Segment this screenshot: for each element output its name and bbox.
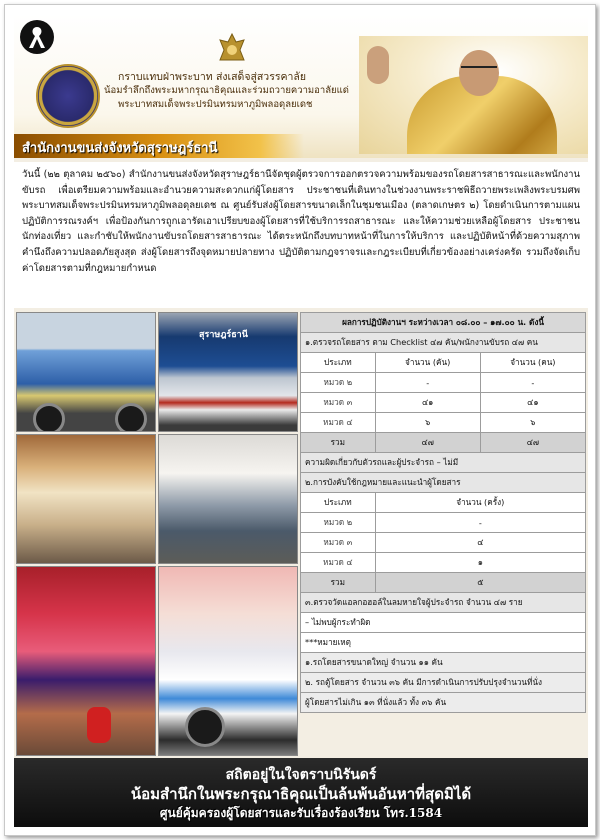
count-cell: ๔	[375, 533, 585, 553]
table-header-row	[301, 353, 586, 373]
total-vehicles: ๔๗	[375, 433, 480, 453]
footer	[14, 758, 588, 827]
photo-bus-front-red	[158, 312, 298, 432]
total-row	[301, 573, 586, 593]
mourning-line: น้อมรำลึกถึงพระมหากรุณาธิคุณและร่วมถวายความอาลัยแด่	[104, 85, 349, 96]
total-count: ๕	[375, 573, 585, 593]
hotline-text: ศูนย์คุ้มครองผู้โดยสารและรับเรื่องร้องเรียน โทร.1584	[159, 806, 443, 820]
remark-row	[301, 653, 586, 673]
driver-count-cell: ๖	[480, 413, 585, 433]
photo-bus-interior	[16, 566, 156, 756]
table-row	[301, 513, 586, 533]
results-title-row	[301, 313, 586, 333]
column-header: จำนวน (ครั้ง)	[375, 493, 585, 513]
footer-line2: น้อมสำนึกในพระกรุณาธิคุณเป็นล้นพ้นอันหาที่สุดมิได้	[130, 785, 472, 803]
column-header: ประเภท	[301, 493, 376, 513]
royal-portrait	[359, 36, 588, 154]
total-label: รวม	[301, 433, 376, 453]
poster-frame	[4, 4, 596, 836]
category-cell: หมวด ๒	[301, 513, 376, 533]
remark-item: ๒. รถตู้โดยสาร จำนวน ๓๖ คัน มีการดำเนินการปรับปรุงจำนวนที่นั่ง	[301, 673, 586, 693]
poster	[14, 14, 588, 827]
section3-title: ๓.ตรวจวัดแอลกอฮอล์ในลมหายใจผู้ประจำรถ จำนวน ๔๗ ราย	[301, 593, 586, 613]
header	[14, 14, 588, 158]
results-table	[300, 312, 586, 713]
table-row	[301, 533, 586, 553]
photo-van-side	[158, 566, 298, 756]
count-cell: -	[375, 513, 585, 533]
mourning-message	[104, 70, 394, 112]
total-drivers: ๔๗	[480, 433, 585, 453]
royal-emblem-icon	[214, 32, 250, 66]
photo-bus-front	[16, 312, 156, 432]
category-cell: หมวด ๔	[301, 553, 376, 573]
column-header: จำนวน (คน)	[480, 353, 585, 373]
count-cell: ๑	[375, 553, 585, 573]
mourning-line: กราบแทบฝ่าพระบาท ส่งเสด็จสู่สวรรคาลัย	[118, 71, 306, 83]
dlt-emblem-icon	[36, 64, 100, 128]
section-row	[301, 453, 586, 473]
remark-item: ผู้โดยสารไม่เกิน ๑๓ ที่นั่งแล้ว ทั้ง ๓๖ คัน	[301, 693, 586, 713]
mourning-line: พระบาทสมเด็จพระปรมินทรมหาภูมิพลอดุลยเดช	[118, 99, 313, 110]
driver-count-cell: -	[480, 373, 585, 393]
column-header: ประเภท	[301, 353, 376, 373]
office-banner	[14, 134, 304, 158]
photo-bus-terminal	[158, 434, 298, 564]
footer-line1: สถิตอยู่ในใจตราบนิรันดร์	[225, 767, 377, 783]
total-row	[301, 433, 586, 453]
remark-row	[301, 693, 586, 713]
article	[14, 162, 588, 308]
remark-row	[301, 673, 586, 693]
vehicle-count-cell: ๖	[375, 413, 480, 433]
section-row	[301, 633, 586, 653]
column-header: จำนวน (คัน)	[375, 353, 480, 373]
fire-extinguisher-icon	[87, 707, 111, 743]
table-row	[301, 393, 586, 413]
no-offender-note: – ไม่พบผู้กระทำผิด	[301, 613, 586, 633]
section-row	[301, 333, 586, 353]
category-cell: หมวด ๓	[301, 393, 376, 413]
table-row	[301, 553, 586, 573]
results-title: ผลการปฏิบัติงานฯ ระหว่างเวลา ๐๘.๐๐ – ๑๗.๐๐ น. ดังนี้	[301, 313, 586, 333]
photo-ticket-counter	[16, 434, 156, 564]
category-cell: หมวด ๓	[301, 533, 376, 553]
section-row	[301, 473, 586, 493]
table-row	[301, 413, 586, 433]
category-cell: หมวด ๔	[301, 413, 376, 433]
remark-item: ๑.รถโดยสารขนาดใหญ่ จำนวน ๑๑ คัน	[301, 653, 586, 673]
mourning-ribbon-icon	[20, 20, 54, 54]
vehicle-count-cell: -	[375, 373, 480, 393]
total-label: รวม	[301, 573, 376, 593]
vehicle-count-cell: ๔๑	[375, 393, 480, 413]
section-row	[301, 613, 586, 633]
driver-count-cell: ๔๑	[480, 393, 585, 413]
table-row	[301, 373, 586, 393]
table-header-row	[301, 493, 586, 513]
section2-title: ๒.การบังคับใช้กฎหมายและแนะนำผู้โดยสาร	[301, 473, 586, 493]
office-banner-text: สำนักงานขนส่งจังหวัดสุราษฎร์ธานี	[22, 141, 218, 156]
article-text: วันนี้ (๒๒ ตุลาคม ๒๕๖๐) สำนักงานขนส่งจังหวัดสุราษฎร์ธานีจัดชุดผู้ตรวจการออกตรวจความพร้อมของรถโดยสารสาธารณะและพนักงานขับรถ เพื่อเตรียมความพร้อมและอำนวยความสะดวกแก่ผู้โดยสาร ประชาชนที่เดินทางในช่วงงานพระราชพิธีถวายพระเพลิงพระบรมศพพระบาทสมเด็จพระปรมินทรมหาภูมิพลอดุลยเดช ณ ศูนย์รับส่งผู้โดยสารขนาดเล็กในชุมชนเมือง (ตลาดเกษตร ๒) โดยดำเนินการตามแผนปฏิบัติการรณรงค์ฯ เพื่อป้องกันการถูกเอารัดเอาเปรียบของผู้โดยสารที่ใช้บริการรถสาธารณะ และให้ความช่วยเหลือผู้โดยสาร ประชาชน นักท่องเที่ยว และกำชับให้พนักงานขับรถโดยสารสาธารณะ ได้ตระหนักถึงบทบาทหน้าที่ในการให้บริการ และปฏิบัติหน้าที่ด้วยความสุภาพ คำนึงถึงความปลอดภัยสูงสุด ส่งผู้โดยสารถึงจุดหมายปลายทาง ปฏิบัติตามกฎจราจรและกฎระเบียบที่เกี่ยวข้องอย่างเคร่งครัด รวมถึงจัดเก็บค่าโดยสารตามที่กฎหมายกำหนด	[22, 169, 580, 274]
violation-note: ความผิดเกี่ยวกับตัวรถและผู้ประจำรถ – ไม่มี	[301, 453, 586, 473]
category-cell: หมวด ๒	[301, 373, 376, 393]
section-row	[301, 593, 586, 613]
bus-destination-sign: สุราษฎร์ธานี	[199, 330, 248, 340]
section1-title: ๑.ตรวจรถโดยสาร ตาม Checklist ๔๗ คัน/พนักงานขับรถ ๔๗ คน	[301, 333, 586, 353]
remark-title: ***หมายเหตุ	[301, 633, 586, 653]
